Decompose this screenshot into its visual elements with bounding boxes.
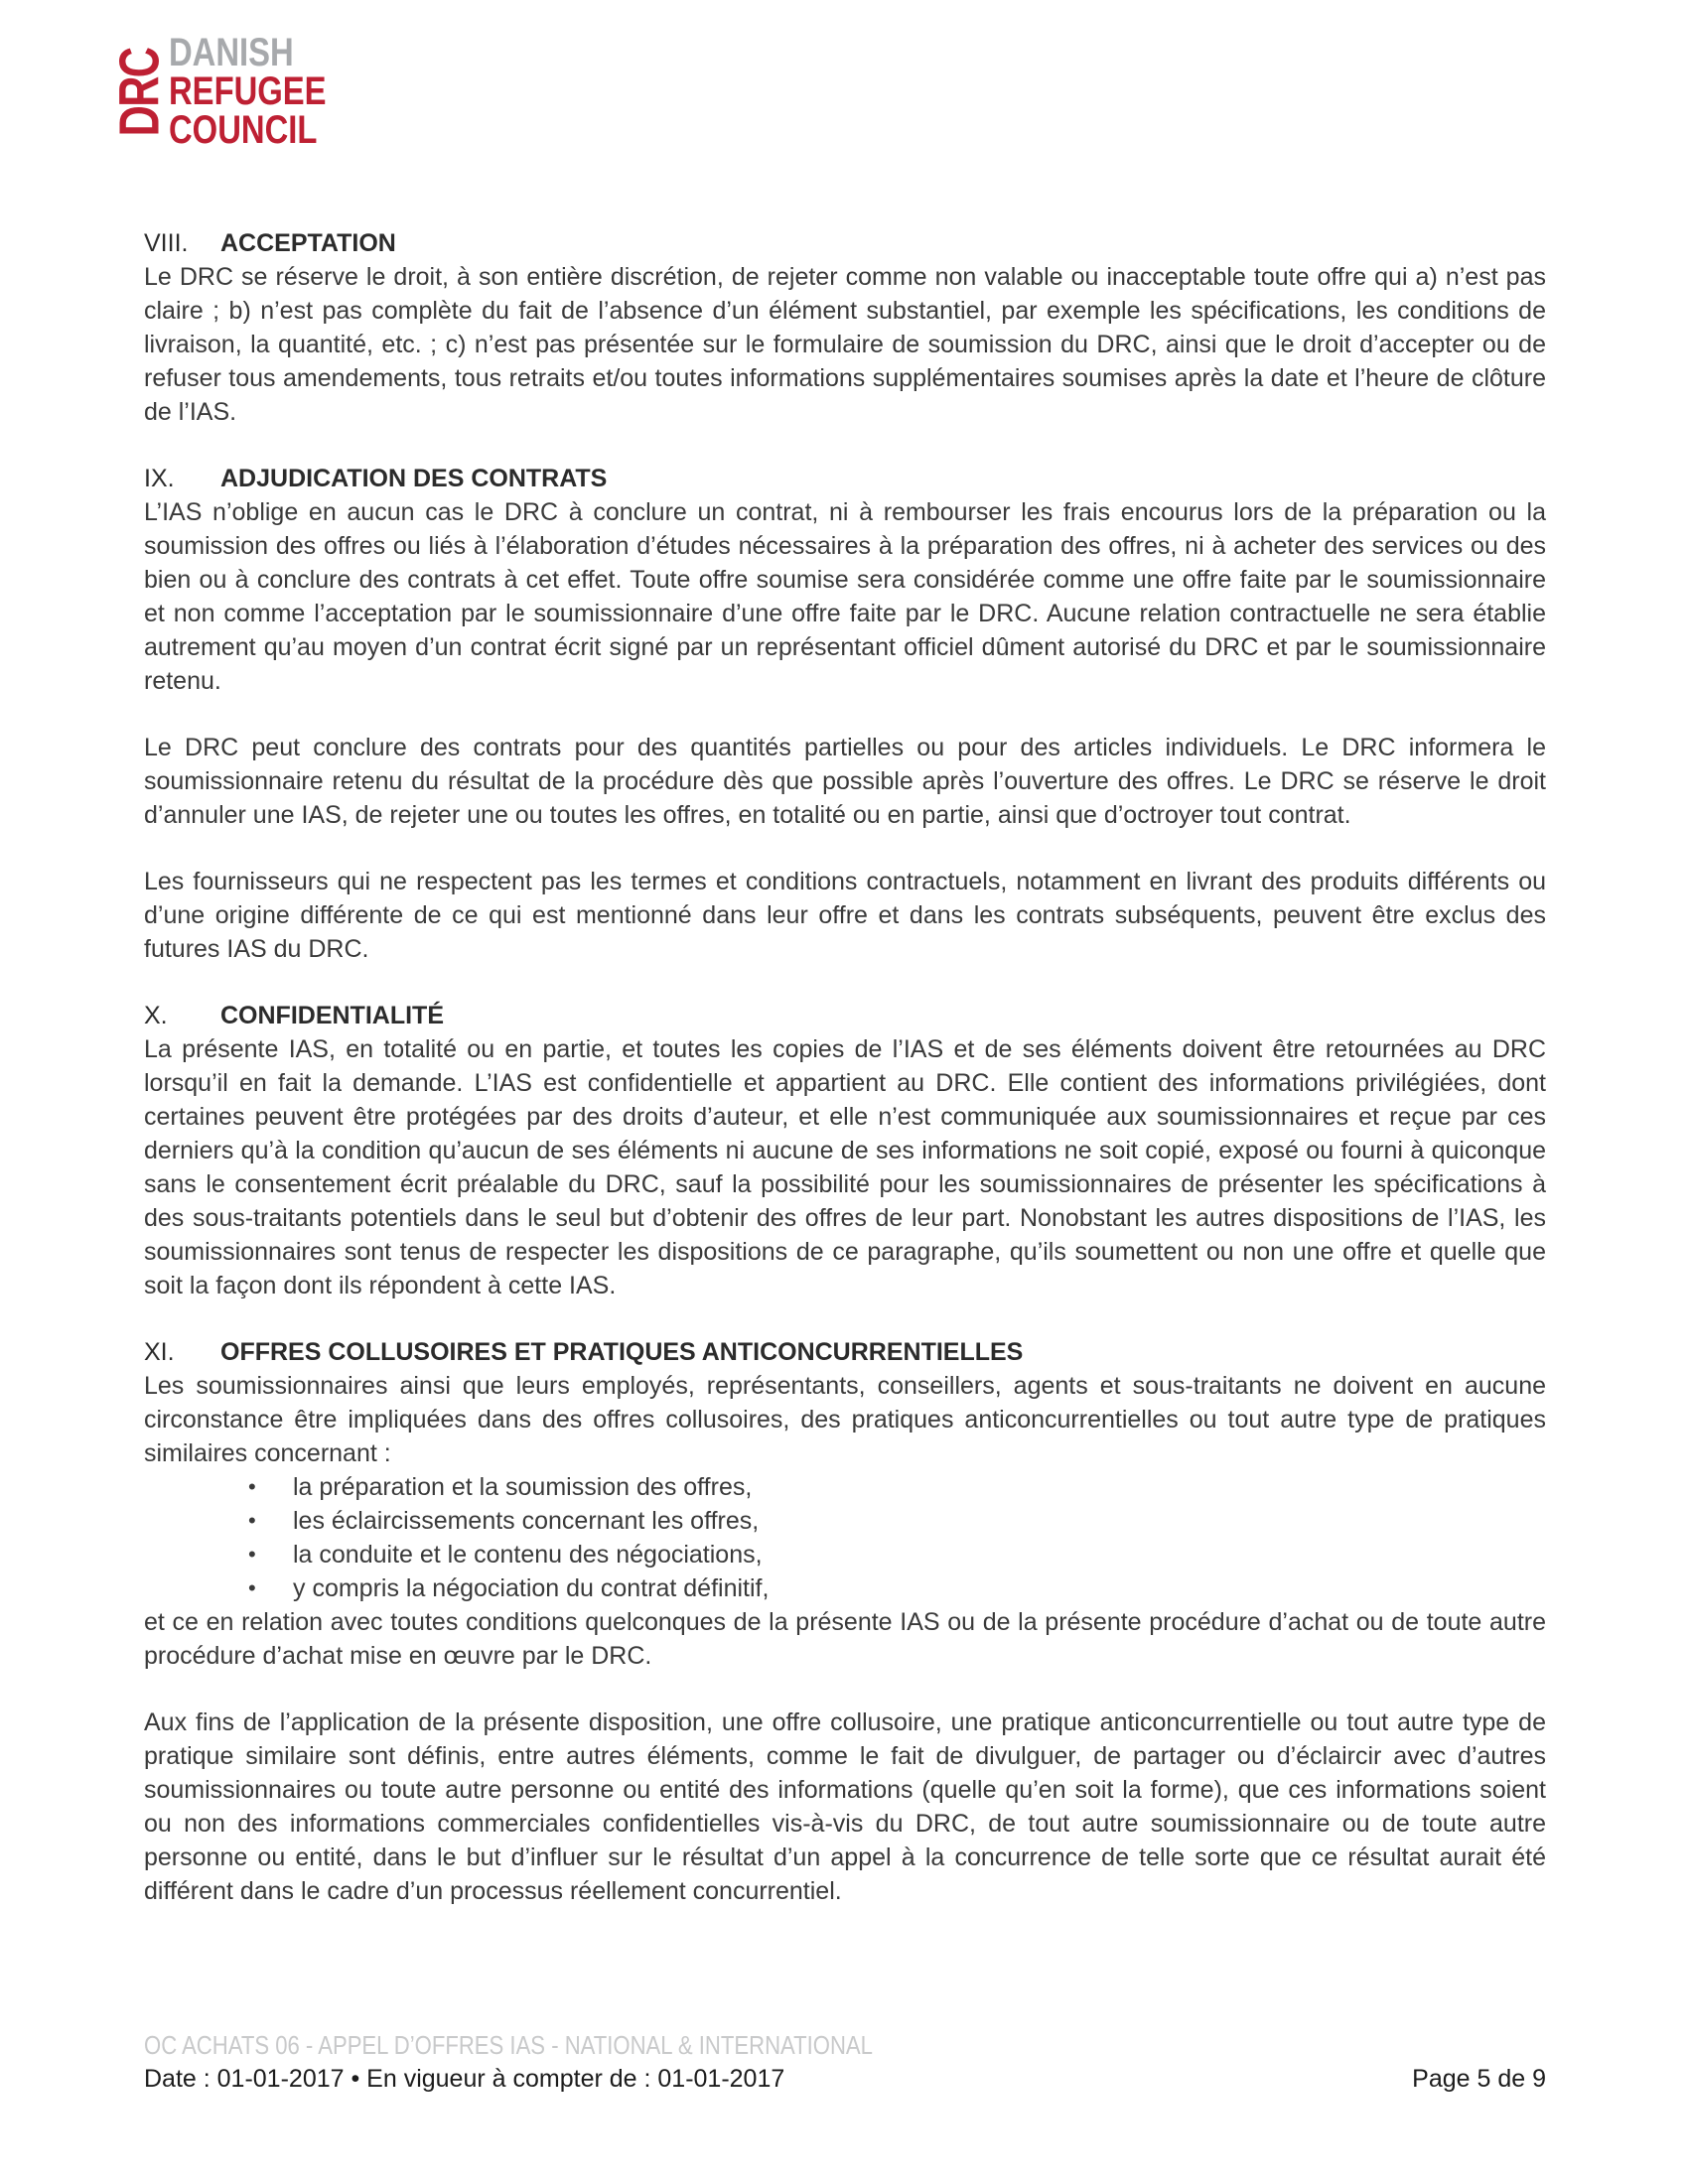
footer-date-line: Date : 01-01-2017 • En vigueur à compter de : 01-01-2017 [144,2065,785,2093]
logo-word-refugee: REFUGEE [169,69,327,113]
logo-word-danish: DANISH [169,31,294,74]
list-item [248,1504,1546,1538]
section-title: OFFRES COLLUSOIRES ET PRATIQUES ANTICONCURRENTIELLES [220,1338,1024,1366]
bullet-text: la conduite et le contenu des négociations, [293,1541,763,1569]
bullet-list [144,1470,1546,1605]
footer-document-reference: OC ACHATS 06 - APPEL D’OFFRES IAS - NATIONAL & INTERNATIONAL [144,2030,873,2060]
section-number: X. [144,1002,168,1029]
section-adjudication-des-contrats [144,462,1546,966]
bullet-text: la préparation et la soumission des offres, [293,1473,753,1501]
footer-page-number: Page 5 de 9 [1412,2065,1546,2093]
section-heading [144,462,1546,495]
paragraph: et ce en relation avec toutes conditions quelconques de la présente IAS ou de la présente procédure d’achat ou de toute autre procédure d’achat mise en œuvre par le DRC. [144,1608,1546,1670]
section-offres-collusoires [144,1335,1546,1908]
drc-logo-vertical-text: DRC [107,48,171,137]
section-title: ADJUDICATION DES CONTRATS [220,465,608,492]
section-acceptation [144,226,1546,429]
section-heading [144,999,1546,1032]
bullet-icon: • [248,1474,256,1499]
list-item [248,1571,1546,1605]
list-item [248,1538,1546,1571]
bullet-icon: • [248,1542,256,1567]
section-number: VIII. [144,229,189,257]
bullet-icon: • [248,1508,256,1533]
paragraph: Aux fins de l’application de la présente disposition, une offre collusoire, une pratique anticoncurrentielle ou tout autre type de pratique similaire sont définis, entre autres éléments, comme le fait de divulguer, de partager ou d’éclaircir avec d’autres soumissionnaires ou toute autre personne ou entité des informations (quelle qu’en soit la forme), que ces informations soient ou non des informations commerciales confidentielles vis-à-vis du DRC, de tout autre soumissionnaire ou de toute autre personne ou entité, dans le but d’influer sur le résultat d’un appel à la concurrence de telle sorte que ce résultat aurait été différent dans le cadre d’un processus réellement concurrentiel. [144,1708,1546,1905]
section-number: XI. [144,1338,175,1366]
paragraph: Les soumissionnaires ainsi que leurs employés, représentants, conseillers, agents et sous-traitants ne doivent en aucune circonstance être impliquées dans des offres collusoires, des pratiques anticoncurrentielles ou tout autre type de pratiques similaires concernant : [144,1372,1546,1467]
paragraph: L’IAS n’oblige en aucun cas le DRC à conclure un contrat, ni à rembourser les frais encourus lors de la préparation ou la soumission des offres ou liés à l’élaboration d’études nécessaires à la préparation des offres, ni à acheter des services ou des bien ou à conclure des contrats à cet effet. Toute offre soumise sera considérée comme une offre faite par le soumissionnaire et non comme l’acceptation par le soumissionnaire d’une offre faite par le DRC. Aucune relation contractuelle ne sera établie autrement qu’au moyen d’un contrat écrit signé par un représentant officiel dûment autorisé du DRC et par le soumissionnaire retenu. [144,498,1546,695]
paragraph: Le DRC peut conclure des contrats pour des quantités partielles ou pour des articles individuels. Le DRC informera le soumissionnaire retenu du résultat de la procédure dès que possible après l’ouverture des offres. Le DRC se réserve le droit d’annuler une IAS, de rejeter une ou toutes les offres, en totalité ou en partie, ainsi que d’octroyer tout contrat. [144,734,1546,829]
section-number: IX. [144,465,175,492]
page-footer [144,2029,1546,2097]
drc-logo-wordmark [169,31,360,152]
document-body [144,226,1546,1941]
section-heading [144,1335,1546,1369]
paragraph: Le DRC se réserve le droit, à son entière discrétion, de rejeter comme non valable ou inacceptable toute offre qui a) n’est pas claire ; b) n’est pas complète du fait de l’absence d’un élément substantiel, par exemple les spécifications, les conditions de livraison, la quantité, etc. ; c) n’est pas présentée sur le formulaire de soumission du DRC, ainsi que le droit d’accepter ou de refuser tous amendements, tous retraits et/ou toutes informations supplémentaires soumises après la date et l’heure de clôture de l’IAS. [144,263,1546,426]
list-item [248,1470,1546,1504]
bullet-text: les éclaircissements concernant les offres, [293,1507,760,1535]
section-heading [144,226,1546,260]
drc-logo-vertical-mark [109,34,169,151]
section-confidentialite [144,999,1546,1302]
bullet-icon: • [248,1575,256,1600]
paragraph: Les fournisseurs qui ne respectent pas les termes et conditions contractuels, notamment en livrant des produits différents ou d’une origine différente de ce qui est mentionné dans leur offre et dans les contrats subséquents, peuvent être exclus des futures IAS du DRC. [144,868,1546,963]
paragraph: La présente IAS, en totalité ou en partie, et toutes les copies de l’IAS et de ses éléments doivent être retournées au DRC lorsqu’il en fait la demande. L’IAS est confidentielle et appartient au DRC. Elle contient des informations privilégiées, dont certaines peuvent être protégées par des droits d’auteur, et elle n’est communiquée aux soumissionnaires et reçue par ces derniers qu’à la condition qu’aucun de ses éléments ni aucune de ses informations ne soit copié, exposé ou fourni à quiconque sans le consentement écrit préalable du DRC, sauf la possibilité pour les soumissionnaires de présenter les spécifications à des sous-traitants potentiels dans le seul but d’obtenir des offres de leur part. Nonobstant les autres dispositions de l’IAS, les soumissionnaires sont tenus de respecter les dispositions de ce paragraphe, qu’ils soumettent ou non une offre et quelle que soit la façon dont ils répondent à cette IAS. [144,1035,1546,1299]
bullet-text: y compris la négociation du contrat définitif, [293,1574,770,1602]
section-title: ACCEPTATION [220,229,396,257]
section-title: CONFIDENTIALITÉ [220,1002,444,1029]
drc-logo [107,31,360,152]
logo-word-council: COUNCIL [169,108,318,152]
